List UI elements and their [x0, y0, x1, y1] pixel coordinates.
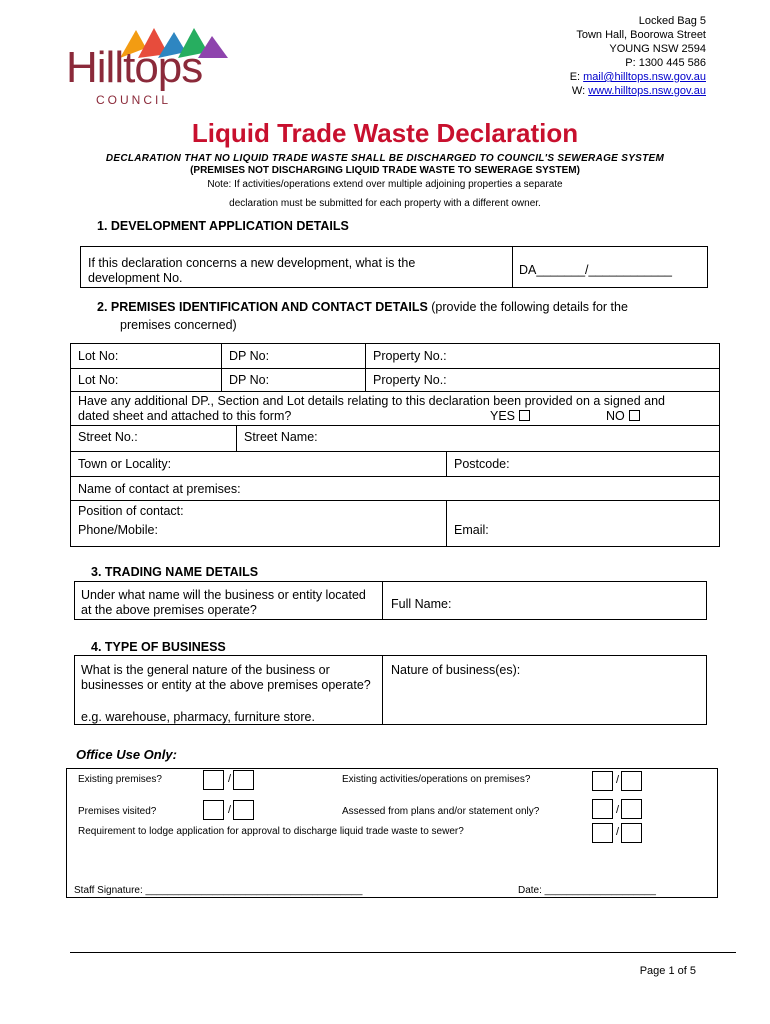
logo-council-text: COUNCIL: [96, 93, 172, 107]
premises-visited-label: Premises visited?: [78, 806, 157, 817]
full-name-label[interactable]: Full Name:: [391, 597, 452, 611]
premises-visited-box-1[interactable]: [203, 800, 224, 820]
address-line: Town Hall, Boorowa Street: [576, 29, 706, 41]
section4-heading: 4. TYPE OF BUSINESS: [91, 640, 226, 654]
no-option[interactable]: [606, 409, 640, 424]
slash: /: [616, 774, 620, 786]
existing-activities-box-1[interactable]: [592, 771, 613, 791]
existing-premises-label: Existing premises?: [78, 774, 162, 785]
email-link[interactable]: mail@hilltops.nsw.gov.au: [583, 71, 706, 83]
premises-visited-box-2[interactable]: [233, 800, 254, 820]
section2-heading-line2: premises concerned): [120, 318, 237, 332]
requirement-box-1[interactable]: [592, 823, 613, 843]
page-number: Page 1 of 5: [639, 965, 696, 977]
property-no-label-1[interactable]: Property No.:: [373, 349, 447, 363]
existing-activities-label: Existing activities/operations on premises?: [342, 774, 531, 785]
logo-text: Hilltops: [66, 43, 203, 92]
email-line: [570, 70, 706, 84]
web-line: [570, 84, 706, 98]
slash: /: [228, 773, 232, 785]
email-label[interactable]: Email:: [454, 523, 489, 537]
contact-name-label[interactable]: Name of contact at premises:: [78, 482, 241, 496]
postcode-label[interactable]: Postcode:: [454, 457, 510, 471]
additional-details-question: Have any additional DP., Section and Lot details relating to this declaration been provided on a signed and dated sheet and attached to this form?: [78, 394, 665, 423]
email-prefix: E:: [569, 71, 584, 83]
staff-signature-line[interactable]: Staff Signature: _______________________________________: [74, 885, 363, 896]
no-label: NO: [606, 409, 625, 423]
requirement-label: Requirement to lodge application for approval to discharge liquid trade waste to sewer?: [78, 826, 464, 837]
business-nature-question: What is the general nature of the business or businesses or entity at the above premises operate?: [81, 663, 371, 692]
address-line: Locked Bag 5: [638, 15, 706, 27]
contact-position-label[interactable]: Position of contact:: [78, 504, 184, 518]
web-link[interactable]: www.hilltops.nsw.gov.au: [588, 85, 706, 97]
note-line-1: Note: If activities/operations extend over multiple adjoining properties a separate: [207, 179, 563, 190]
town-label[interactable]: Town or Locality:: [78, 457, 172, 471]
premises-subtitle: (PREMISES NOT DISCHARGING LIQUID TRADE WASTE TO SEWERAGE SYSTEM): [190, 165, 580, 176]
dp-no-label-2[interactable]: DP No:: [229, 373, 270, 387]
hilltops-logo: [62, 22, 237, 108]
assessed-box-1[interactable]: [592, 799, 613, 819]
business-example: e.g. warehouse, pharmacy, furniture store.: [81, 710, 315, 724]
da-number-field[interactable]: DA_______/____________: [519, 263, 672, 277]
slash: /: [616, 826, 620, 838]
trading-name-question: Under what name will the business or entity located at the above premises operate?: [81, 588, 366, 617]
no-checkbox[interactable]: [629, 410, 640, 421]
nature-label[interactable]: Nature of business(es):: [391, 663, 521, 677]
street-no-label[interactable]: Street No.:: [78, 430, 138, 444]
existing-activities-box-2[interactable]: [621, 771, 642, 791]
lot-no-label-1[interactable]: Lot No:: [78, 349, 119, 363]
council-address: [570, 14, 706, 98]
footer-divider: [70, 952, 736, 953]
assessed-box-2[interactable]: [621, 799, 642, 819]
existing-premises-box-1[interactable]: [203, 770, 224, 790]
yes-label: YES: [490, 409, 516, 423]
street-name-label[interactable]: Street Name:: [244, 430, 318, 444]
lot-no-label-2[interactable]: Lot No:: [78, 373, 119, 387]
date-line[interactable]: Date: ____________________: [518, 885, 656, 896]
web-prefix: W:: [571, 85, 589, 97]
yes-checkbox[interactable]: [519, 410, 530, 421]
yes-option[interactable]: [490, 409, 530, 424]
note-line-2: declaration must be submitted for each property with a different owner.: [229, 198, 541, 209]
requirement-box-2[interactable]: [621, 823, 642, 843]
section2-heading: [97, 300, 727, 315]
section3-heading: 3. TRADING NAME DETAILS: [91, 565, 259, 579]
slash: /: [228, 804, 232, 816]
development-question: If this declaration concerns a new development, what is the development No.: [88, 256, 416, 285]
address-line: YOUNG NSW 2594: [609, 43, 706, 55]
property-no-label-2[interactable]: Property No.:: [373, 373, 447, 387]
office-use-heading: Office Use Only:: [76, 747, 177, 762]
declaration-subtitle: DECLARATION THAT NO LIQUID TRADE WASTE SHALL BE DISCHARGED TO COUNCIL'S SEWERAGE SYSTEM: [105, 153, 665, 164]
slash: /: [616, 804, 620, 816]
phone-label[interactable]: Phone/Mobile:: [78, 523, 158, 537]
existing-premises-box-2[interactable]: [233, 770, 254, 790]
section2-heading-bold: 2. PREMISES IDENTIFICATION AND CONTACT DETAILS: [97, 300, 428, 314]
section1-heading: 1. DEVELOPMENT APPLICATION DETAILS: [97, 219, 349, 233]
dp-no-label-1[interactable]: DP No:: [229, 349, 270, 363]
assessed-label: Assessed from plans and/or statement only?: [342, 806, 540, 817]
section2-heading-rest: (provide the following details for the: [427, 300, 628, 314]
phone-line: P: 1300 445 586: [625, 57, 706, 69]
page-title: Liquid Trade Waste Declaration: [191, 118, 579, 148]
